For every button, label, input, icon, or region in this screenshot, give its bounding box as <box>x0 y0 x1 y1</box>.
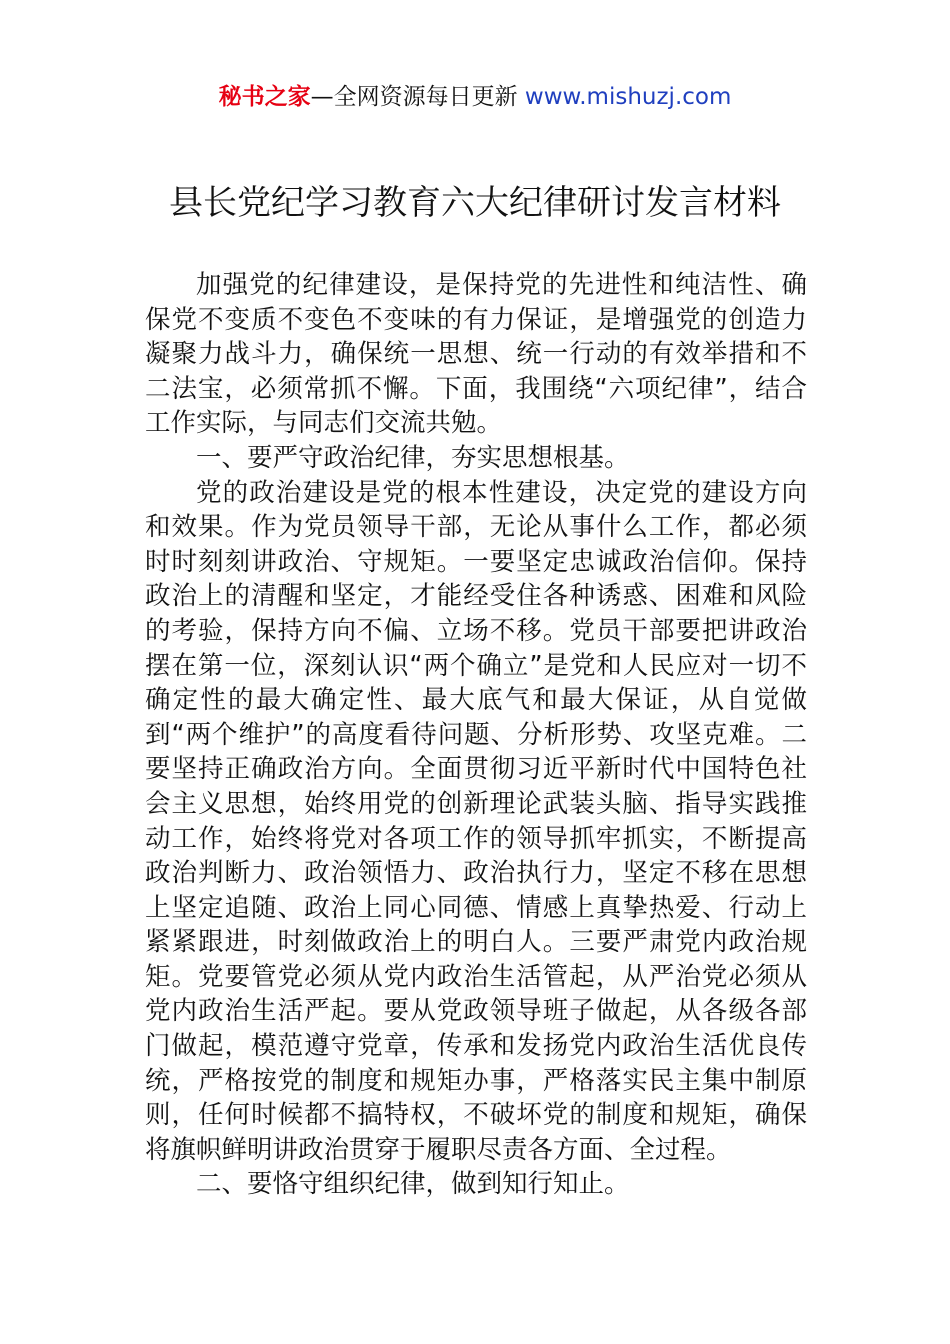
document-body <box>145 268 807 1202</box>
section-heading-political-discipline: 一、要严守政治纪律，夯实思想根基。 <box>196 442 630 473</box>
site-header <box>0 80 950 114</box>
document-title: 县长党纪学习教育六大纪律研讨发言材料 <box>169 183 781 223</box>
intro-paragraph: 加强党的纪律建设，是保持党的先进性和纯洁性、确保党不变质不变色不变味的有力保证，是增强党的创造力凝聚力战斗力，确保统一思想、统一行动的有效举措和不二法宝，必须常抓不懈。下面，我围绕“六项纪律”，结合工作实际，与同志们交流共勉。 <box>145 270 807 439</box>
site-url-link[interactable]: www.mishuzj.com <box>524 84 732 110</box>
site-tagline: —全网资源每日更新 <box>310 84 525 110</box>
political-discipline-paragraph: 党的政治建设是党的根本性建设，决定党的建设方向和效果。作为党员领导干部，无论从事什么工作，都必须时时刻刻讲政治、守规矩。一要坚定忠诚政治信仰。保持政治上的清醒和坚定，才能经受住各种诱惑、困难和风险的考验，保持方向不偏、立场不移。党员干部要把讲政治摆在第一位，深刻认识“两个确立”是党和人民应对一切不确定性的最大确定性、最大底气和最大保证，从自觉做到“两个维护”的高度看待问题、分析形势、攻坚克难。二要坚持正确政治方向。全面贯彻习近平新时代中国特色社会主义思想，始终用党的创新理论武装头脑、指导实践推动工作，始终将党对各项工作的领导抓牢抓实，不断提高政治判断力、政治领悟力、政治执行力，坚定不移在思想上坚定追随、政治上同心同德、情感上真挚热爱、行动上紧紧跟进，时刻做政治上的明白人。三要严肃党内政治规矩。党要管党必须从党内政治生活管起，从严治党必须从党内政治生活严起。要从党政领导班子做起，从各级各部门做起，模范遵守党章，传承和发扬党内政治生活优良传统，严格按党的制度和规矩办事，严格落实民主集中制原则，任何时候都不搞特权，不破坏党的制度和规矩，确保将旗帜鲜明讲政治贯穿于履职尽责各方面、全过程。 <box>145 477 807 1165</box>
section-heading-organizational-discipline: 二、要恪守组织纪律，做到知行知止。 <box>196 1169 630 1200</box>
site-brand: 秘书之家 <box>218 84 311 110</box>
